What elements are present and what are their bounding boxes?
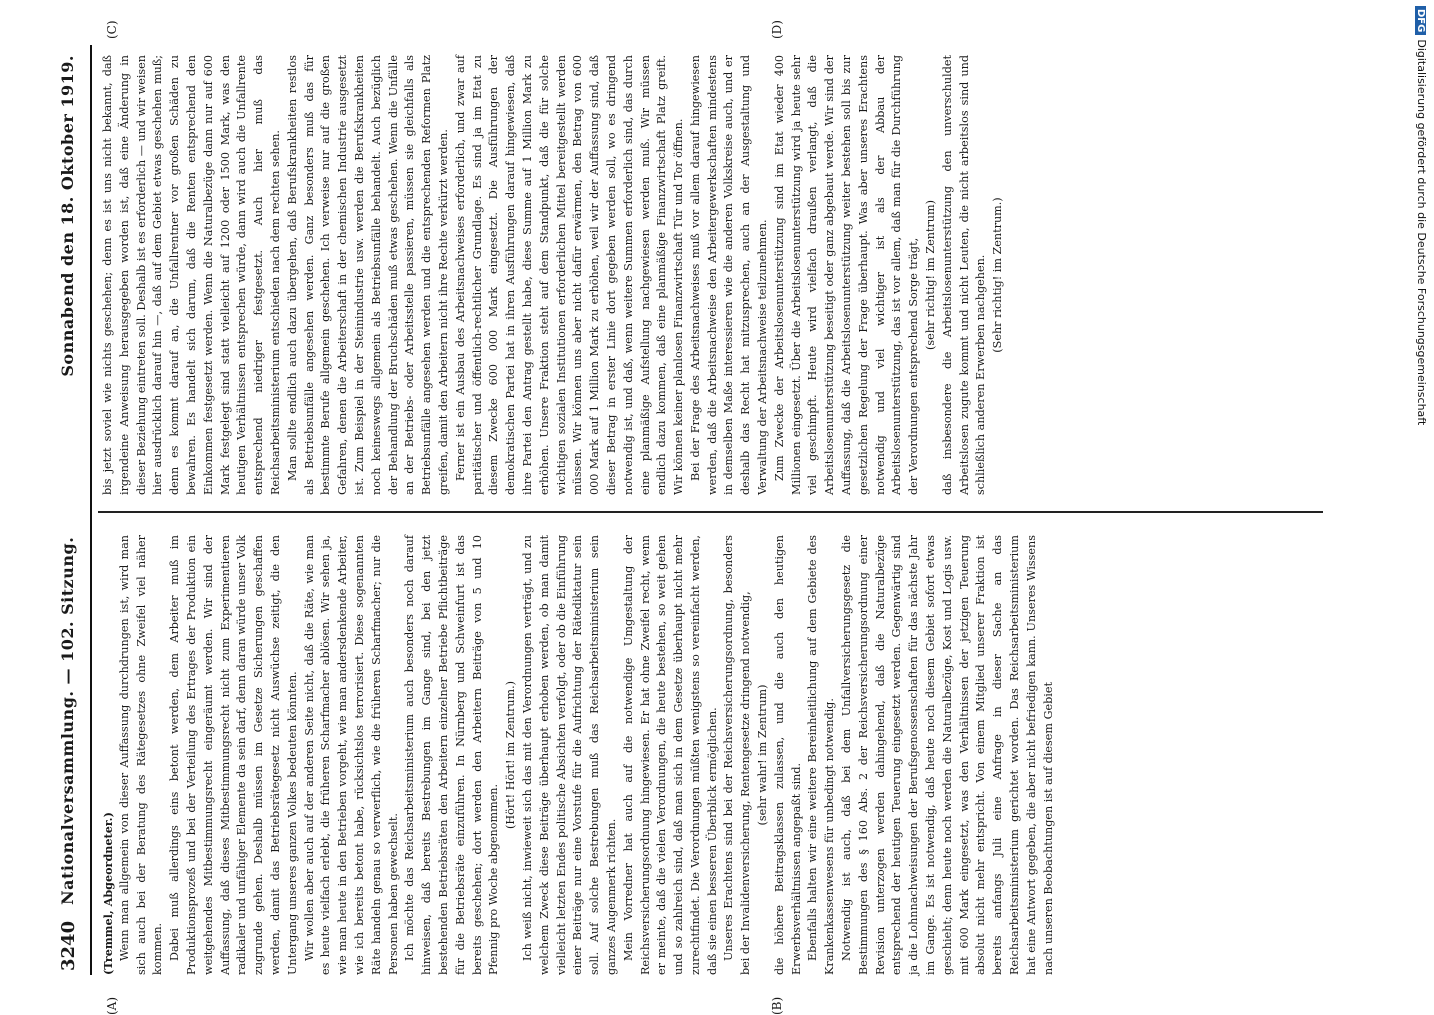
rotated-page: [50, 20, 1370, 1015]
paragraph: die höhere Beitragsklassen zulassen, und die auch den heutigen Erwerbsverhältnissen angepaßt sind.: [772, 535, 803, 975]
credit-text: Digitalisierung gefördert durch die Deutsche Forschungsgemeinschaft: [1415, 39, 1428, 426]
paragraph: Mein Vorredner hat auch auf die notwendige Umgestaltung der Reichsversicherungsordnung hingewiesen. Er hat ohne Zweifel recht, wenn er meinte, daß die vielen Verordnungen, die heute bestehen, so weit gehen und so zahlreich sind, daß man sich in dem Gesetze überhaupt nicht mehr zurechtfindet. Die Verordnungen müßten wenigstens so vereinfacht werden, daß sie einen besseren Überblick ermöglichen.: [621, 535, 719, 975]
header-date: Sonnabend den 18. Oktober 1919.: [58, 55, 77, 377]
interjection: (Hört! Hört! im Zentrum.): [504, 680, 518, 830]
dfg-logo: DFG: [1415, 6, 1426, 35]
paragraph: bis jetzt soviel wie nichts geschehen; denn es ist uns nicht bekannt, daß irgendeine Anweisung herausgegeben worden ist, daß eine Änderung in dieser Beziehung eintreten soll. Deshalb ist es erforderlich — und wir weisen hier ausdrücklich darauf hin —, daß auf dem Gebiet etwas geschehen muß; denn es kommt darauf an, die Unfallrentner vor großen Schäden zu bewahren. Es handelt sich darum, daß die Renten entsprechend den Einkommen festgesetzt werden. Wenn die Naturalbezüge dann nur auf 600 Mark festgelegt sind statt vielleicht auf 1200 oder 1500 Mark, was den heutigen Verhältnissen entsprechen würde, dann wird auch die Unfallrente entsprechend niedriger festgesetzt. Auch hier muß das Reichsarbeitsministerium entschieden nach dem rechten sehen.: [101, 55, 282, 495]
paragraph: Man sollte endlich auch dazu übergehen, daß Berufskrankheiten restlos als Betriebsunfälle angesehen werden. Ganz besonders muß das für bestimmte Berufe allgemein geschehen. Ich verweise nur auf die großen Gefahren, denen die Arbeiterschaft in der chemischen Industrie ausgesetzt ist. Zum Beispiel in der Steinindustrie usw. werden die Berufskrankheiten noch keineswegs allgemein als Betriebsunfälle behandelt. Auch bezüglich der Behandlung der Bruchschäden muß etwas geschehen. Wenn die Unfälle an der Betriebs- oder Arbeitsstelle passieren, müssen sie gleichfalls als Betriebsunfälle angesehen werden und die entsprechenden Reformen Platz greifen, damit den Arbeitern nicht ihre Rechte verkürzt werden.: [285, 55, 450, 495]
page-number: 3240: [58, 920, 79, 971]
speaker-label: (Tremmel, Abgeordneter.): [101, 812, 115, 975]
page-header: [50, 45, 92, 975]
paragraph: Bei der Frage des Arbeitsnachweises muß vor allem darauf hingewiesen werden, daß die Arbeitsnachweise den Arbeitergewerkschaften mindestens in demselben Maße interessieren wie die anderen Volkskreise auch, und er deshalb das Recht hat mitzusprechen, auch an der Ausgestaltung und Verwaltung der Arbeitsnachweise teilzunehmen.: [688, 55, 770, 495]
paragraph: Ferner ist ein Ausbau des Arbeitsnachweises erforderlich, und zwar auf paritätischer und öffentlich-rechtlicher Grundlage. Es sind ja im Etat zu diesem Zwecke 600 000 Mark eingesetzt. Die Ausführungen der demokratischen Partei hat in ihren Ausführungen darauf hingewiesen, daß ihre Partei den Antrag gestellt habe, diese Summe auf 1 Million Mark zu erhöhen. Unsere Fraktion steht auf dem Standpunkt, daß die für solche wichtigen sozialen Institutionen erforderlichen Mittel bereitgestellt werden müssen. Wir können uns aber nicht dafür erwärmen, den Betrag von 600 000 Mark auf 1 Million Mark zu erhöhen, weil wir der Auffassung sind, daß dieser Betrag in erster Linie dort gegeben werden soll, wo es dringend notwendig ist, und daß, wenn weitere Summen erforderlich sind, das durch eine planmäßige Aufstellung nachgewiesen werden muß. Wir müssen endlich dazu kommen, daß eine planmäßige Finanzwirtschaft Platz greift. Wir können keiner planlosen Finanzwirtschaft Tür und Tor öffnen.: [453, 55, 686, 495]
paragraph: daß insbesondere die Arbeitslosenunterstützung den unverschuldet Arbeitslosen zugute kommt und nicht Leuten, die nicht arbeitslos sind und schließlich anderen Erwerben nachgehen.: [940, 55, 988, 495]
margin-letter-c: (C): [105, 20, 119, 39]
header-assembly-session: Nationalversammlung. — 102. Sitzung.: [58, 536, 77, 905]
margin-letter-d: (D): [770, 20, 784, 39]
left-column: [100, 535, 1057, 975]
margin-letter-a: (A): [105, 996, 119, 1015]
paragraph: Dabei muß allerdings eins betont werden, dem Arbeiter muß im Produktionsprozeß und bei der Verteilung des Ertrages der Produktion ein weitgehendes Mitbestimmungsrecht eingeräumt werden. Wir sind der Auffassung, daß dieses Mitbestimmungsrecht nicht zum Experimentieren radikaler und unfähiger Elemente da sein darf, denn daran würde unser Volk zugrunde gehen. Deshalb müssen im Gesetze Sicherungen geschaffen werden, damit das Betriebsrätegesetz nicht Auswüchse zeitigt, die den Untergang unseres ganzen Volkes bedeuten könnten.: [168, 535, 299, 975]
paragraph: Ich möchte das Reichsarbeitsministerium auch besonders noch darauf hinweisen, daß bereits Bestrebungen im Gange sind, bei den jetzt bestehenden Betriebsräten den Arbeitern einzelner Betriebe Pflichtbeiträge für die Betriebsräte einzuführen. In Nürnberg und Schweinfurt ist das bereits geschehen; dort werden den Arbeitern Beiträge von 5 und 10 Pfennig pro Woche abgenommen.: [403, 535, 501, 975]
paragraph: Ich weiß nicht, inwieweit sich das mit den Verordnungen verträgt, und zu welchem Zweck diese Beiträge überhaupt erhoben werden, ob man damit vielleicht letzten Endes politische Absichten verfolgt, oder ob die Einführung einer Beiträge nur eine Vorstufe für die Aufrichtung der Rätediktatur sein soll. Auf solche Bestrebungen muß das Reichsarbeitsministerium sein ganzes Augenmerk richten.: [520, 535, 618, 975]
digitization-credit: [1406, 6, 1428, 996]
paragraph: Ebenfalls halten wir eine weitere Bereinheitlichung auf dem Gebiete des Krankenkassenwesens für unbedingt notwendig.: [806, 535, 837, 975]
interjection: (sehr wahr! im Zentrum): [756, 684, 770, 826]
column-divider: [98, 511, 1323, 513]
paragraph: Wir wollen aber auch auf der anderen Seite nicht, daß die Räte, wie man es heute vielfach erlebt, die früheren Scharfmacher ablösen. Wir sehen ja, wie man heute in den Betrieben vorgeht, wie man andersdenkende Arbeiter, wie ich bereits betont habe, rücksichtslos terrorisiert. Diese sogenannten Räte handeln genau so verwerflich, wie die früheren Scharfmacher; nur die Personen haben gewechselt.: [302, 535, 400, 975]
paragraph: Unseres Erachtens sind bei der Reichsversicherungsordnung, besonders bei der Invalidenversicherung, Rentengesetze dringend notwendig,: [722, 535, 753, 975]
interjection: (sehr richtig! im Zentrum): [924, 200, 938, 350]
paragraph: Wenn man allgemein von dieser Auffassung durchdrungen ist, wird man sich auch bei der Beratung des Rätegesetzes ohne Zweifel viel näher kommen.: [117, 535, 165, 975]
margin-letter-b: (B): [770, 996, 784, 1015]
interjection: (Sehr richtig! im Zentrum.): [991, 197, 1005, 353]
paragraph: Zum Zwecke der Arbeitslosenunterstützung sind im Etat wieder 400 Millionen eingesetzt. Über die Arbeitslosenunterstützung wird ja heute sehr viel geschimpft. Heute wird vielfach draußen verlangt, daß die Arbeitslosenunterstützung beseitigt oder ganz abgebaut werde. Wir sind der Auffassung, daß die Arbeitslosenunterstützung weiter bestehen soll bis zur gesetzlichen Regelung der Frage überhaupt. Was aber unseres Erachtens notwendig und viel wichtiger ist als der Abbau der Arbeitslosenunterstützung, das ist vor allem, daß man für die Durchführung der Verordnungen entsprechend Sorge trägt,: [772, 55, 921, 495]
paragraph: Notwendig ist auch, daß bei dem Unfallversicherungsgesetz die Bestimmungen des § 160 Abs. 2 der Reichsversicherungsordnung einer Revision unterzogen werden dahingehend, daß die Naturalbezüge entsprechend der heutigen Teuerung eingesetzt werden. Gegenwärtig sind ja die Lohnnachweisungen der Berufsgenossenschaften für das nächste Jahr im Gange. Es ist notwendig, daß heute noch diesem Gebiet sofort etwas geschieht; denn heute noch werden die Naturalbezüge, Kost und Logis usw. mit 600 Mark eingesetzt, was den Verhältnissen der jetzigen Teuerung absolut nicht mehr entspricht. Von einem Mitglied unserer Fraktion ist bereits anfangs Juli eine Anfrage in dieser Sache an das Reichsarbeitsministerium gerichtet worden. Das Reichsarbeitsministerium hat eine Antwort gegeben, die aber nicht befriedigen kann. Unseres Wissens nach unseren Beobachtungen ist auf diesem Gebiet: [840, 535, 1055, 975]
right-column: [100, 55, 1007, 495]
